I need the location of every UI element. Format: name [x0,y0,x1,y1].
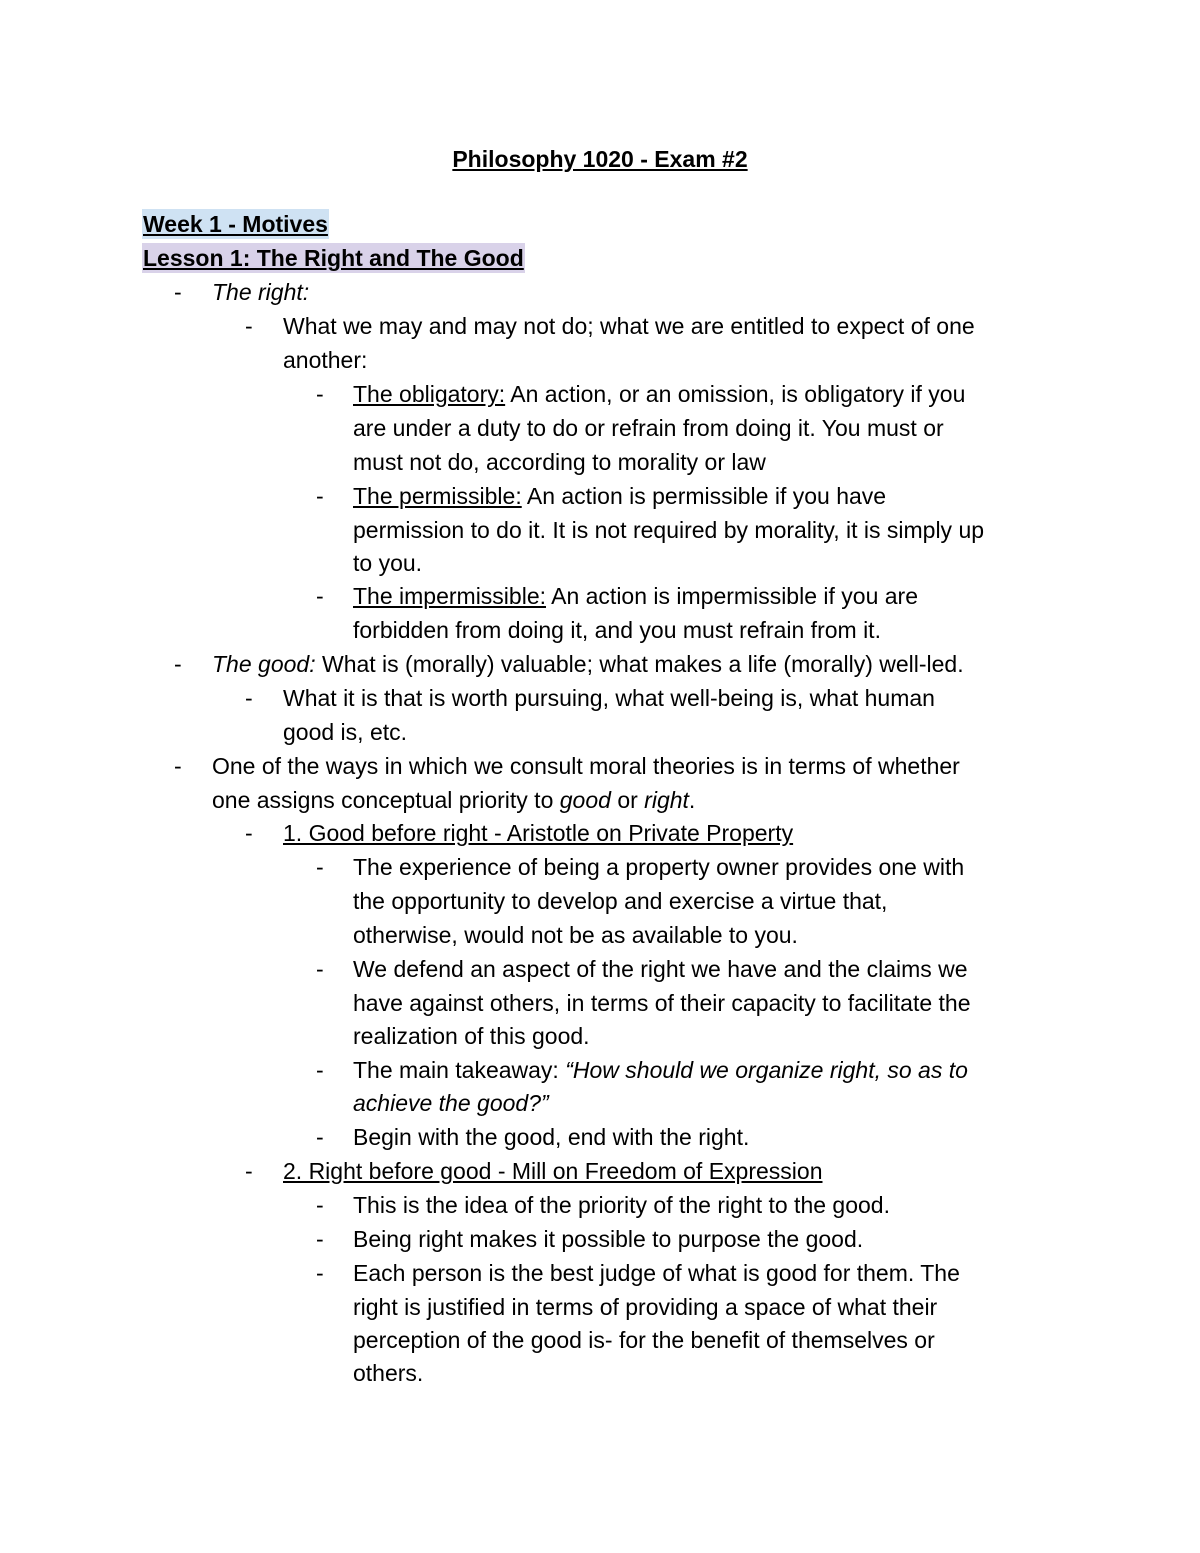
good-sub-line: What it is that is worth pursuing, what well-being is, what human [283,685,935,711]
right-label: The right: [212,279,310,305]
obligatory-line: must not do, according to morality or law [353,449,766,475]
mill-point: Each person is the best judge of what is good for them. The [353,1260,960,1286]
bullet-dash: - [245,313,253,339]
priority-line [212,783,695,817]
mill-point: This is the idea of the priority of the right to the good. [353,1192,890,1218]
takeaway-quote: “How should we organize right, so as to [565,1057,968,1083]
bullet-dash: - [316,1260,324,1286]
obligatory-text: An action, or an omission, is obligatory if you [505,381,966,407]
bullet-dash: - [316,854,324,880]
impermissible-line: forbidden from doing it, and you must refrain from it. [353,617,881,643]
good-line [212,647,964,681]
impermissible-line [353,579,918,613]
bullet-dash: - [174,651,182,677]
bullet-dash: - [245,685,253,711]
priority-text: one assigns conceptual priority to [212,787,560,813]
bullet-dash: - [316,956,324,982]
priority-line: One of the ways in which we consult moral theories is in terms of whether [212,753,960,779]
bullet-dash: - [245,820,253,846]
permissible-line: permission to do it. It is not required by morality, it is simply up [353,517,985,543]
obligatory-line: are under a duty to do or refrain from doing it. You must or [353,415,944,441]
impermissible-text: An action is impermissible if you are [546,583,918,609]
good-text: What is (morally) valuable; what makes a life (morally) well-led. [315,651,964,677]
bullet-dash: - [245,1158,253,1184]
document-title: Philosophy 1020 - Exam #2 [452,146,748,172]
bullet-dash: - [316,1226,324,1252]
mill-point: right is justified in terms of providing a space of what their [353,1294,938,1320]
week-heading: Week 1 - Motives [143,211,328,237]
right-definition-line: another: [283,347,368,373]
permissible-line: to you. [353,550,423,576]
priority-good-term: good [559,787,611,813]
bullet-dash: - [174,279,182,305]
good-sub-line: good is, etc. [283,719,408,745]
right-definition-line: What we may and may not do; what we are entitled to expect of one [283,313,975,339]
aristotle-point: We defend an aspect of the right we have and the claims we [353,956,968,982]
priority-text: or [610,787,645,813]
obligatory-line [353,377,965,411]
mill-point: Being right makes it possible to purpose the good. [353,1226,864,1252]
permissible-line [353,479,886,513]
bullet-dash: - [316,381,324,407]
good-label: The good: [212,651,316,677]
bullet-dash: - [316,583,324,609]
permissible-term: The permissible: [353,483,522,509]
priority-text: . [688,787,696,813]
bullet-dash: - [316,1192,324,1218]
right-before-good-heading: 2. Right before good - Mill on Freedom of Expression [283,1158,823,1184]
aristotle-point: Begin with the good, end with the right. [353,1124,750,1150]
mill-point: perception of the good is- for the benefit of themselves or [353,1327,935,1353]
good-before-right-heading: 1. Good before right - Aristotle on Private Property [283,820,794,846]
aristotle-point: The experience of being a property owner provides one with [353,854,965,880]
aristotle-point: the opportunity to develop and exercise a virtue that, [353,888,888,914]
bullet-dash: - [174,753,182,779]
main-takeaway-line [353,1053,968,1087]
mill-point: others. [353,1360,424,1386]
priority-right-term: right [644,787,689,813]
permissible-text: An action is permissible if you have [521,483,887,509]
aristotle-point: otherwise, would not be as available to you. [353,922,798,948]
impermissible-term: The impermissible: [353,583,546,609]
obligatory-term: The obligatory: [353,381,506,407]
lesson-heading: Lesson 1: The Right and The Good [143,245,524,271]
takeaway-quote: achieve the good?” [353,1090,549,1116]
aristotle-point: have against others, in terms of their capacity to facilitate the [353,990,971,1016]
bullet-dash: - [316,1124,324,1150]
bullet-dash: - [316,1057,324,1083]
takeaway-label: The main takeaway: [353,1057,566,1083]
bullet-dash: - [316,483,324,509]
aristotle-point: realization of this good. [353,1023,590,1049]
